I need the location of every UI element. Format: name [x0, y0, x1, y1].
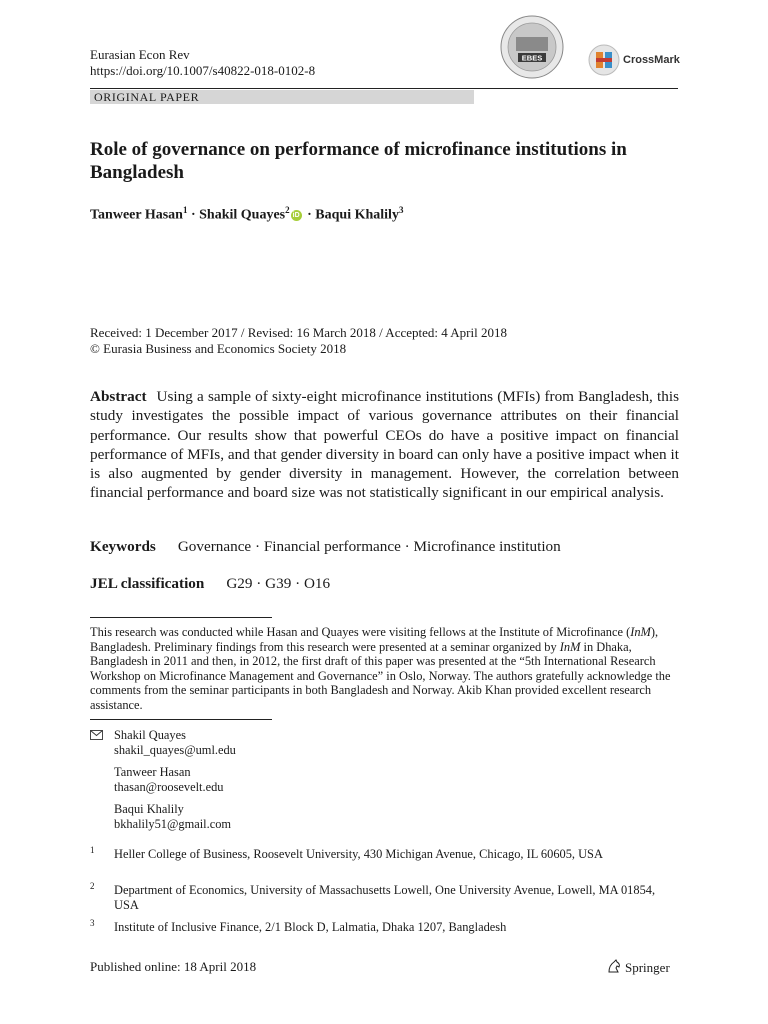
author-name[interactable]: Tanweer Hasan — [90, 207, 183, 223]
keywords-section — [90, 537, 561, 556]
contact-name: Tanweer Hasan — [114, 765, 191, 779]
footnote-text: This research was conducted while Hasan and Quayes were visiting fellows at the Institute of Microfinance ( — [90, 625, 631, 639]
paper-type-label: ORIGINAL PAPER — [94, 90, 200, 104]
article-title: Role of governance on performance of microfinance institutions in Bangladesh — [90, 139, 627, 183]
affiliation-text: Department of Economics, University of Massachusetts Lowell, One University Avenue, Lowell, MA 01854, USA — [114, 883, 656, 912]
journal-name: Eurasian Econ Rev — [90, 47, 190, 62]
contact-email[interactable]: shakil_quayes@uml.edu — [114, 743, 236, 757]
author-name[interactable]: Shakil Quayes — [199, 207, 286, 223]
jel-section — [90, 574, 330, 593]
springer-horse-icon — [606, 958, 622, 974]
copyright-notice: © Eurasia Business and Economics Society 2018 — [90, 341, 347, 356]
acknowledgement-footnote — [90, 625, 680, 713]
contact-email[interactable]: bkhalily51@gmail.com — [114, 817, 232, 831]
keywords-label: Keywords — [90, 538, 156, 555]
keywords-list: Governance · Financial performance · Microfinance institution — [177, 538, 561, 555]
author-affiliation-number: 2 — [285, 205, 290, 215]
ebes-seal-logo — [500, 15, 564, 79]
contact-name: Baqui Khalily — [114, 802, 184, 816]
affiliation-number: 3 — [90, 918, 95, 928]
footnote-inm: InM — [559, 639, 581, 654]
affiliation-number: 2 — [90, 881, 95, 891]
abstract-section — [90, 387, 679, 503]
footnote-text: in Dhaka, Bangladesh in 2011 and then, in 2012, the first draft of this paper was presented at the “5th International Research Workshop on Microfinance Management and Governance” in Oslo, Norway. The authors gratefully acknowledge the comments from the seminar participants in both Bangladesh and Norway. Akib Khan provided excellent research assistance. — [90, 639, 671, 712]
paper-type-banner — [90, 90, 474, 104]
author-affiliation-number: 1 — [182, 205, 188, 215]
jel-label: JEL classification — [90, 575, 205, 592]
affiliation-text: Heller College of Business, Roosevelt University, 430 Michigan Avenue, Chicago, IL 60605, USA — [114, 847, 603, 861]
crossmark-icon[interactable] — [588, 44, 620, 76]
published-date: Published online: 18 April 2018 — [90, 959, 257, 974]
ebes-seal-text: EBES — [521, 53, 543, 63]
publisher-name: Springer — [625, 960, 670, 975]
orcid-icon[interactable]: iD — [292, 211, 300, 219]
abstract-text: Using a sample of sixty-eight microfinance institutions (MFIs) from Bangladesh, this study investigates the possible impact of various governance attributes on their financial performance. Our results show that powerful CEOs do have a positive impact on financial performance of MFIs, and that gender diversity in board can only have a positive impact when it is also augmented by gender diversity in management. However, the correlation between financial performance and board size was not statistically significant in our empirical analysis. — [90, 388, 679, 502]
author-affiliation-number: 3 — [398, 205, 404, 215]
affiliation-text: Institute of Inclusive Finance, 2/1 Block D, Lalmatia, Dhaka 1207, Bangladesh — [114, 920, 507, 934]
contact-email[interactable]: thasan@roosevelt.edu — [114, 780, 224, 794]
contact-name: Shakil Quayes — [114, 728, 186, 742]
footnote-text: ), Bangladesh. Preliminary findings from this research were presented at a seminar organized by — [90, 625, 659, 654]
footnote-divider — [90, 617, 272, 618]
abstract-label: Abstract — [90, 388, 147, 405]
header-rule — [90, 88, 678, 89]
author-list — [90, 205, 403, 224]
doi-link[interactable]: https://doi.org/10.1007/s40822-018-0102-8 — [90, 63, 316, 78]
contact-divider — [90, 719, 272, 720]
crossmark-label[interactable]: CrossMark — [623, 54, 680, 66]
author-name[interactable]: Baqui Khalily — [315, 207, 399, 223]
author-separator: · — [303, 207, 316, 223]
jel-codes: G29 · G39 · O16 — [226, 575, 331, 592]
author-separator: · — [187, 207, 200, 223]
footnote-inm: InM — [630, 625, 651, 639]
affiliation-number: 1 — [90, 845, 95, 855]
article-dates: Received: 1 December 2017 / Revised: 16 March 2018 / Accepted: 4 April 2018 — [90, 325, 507, 340]
envelope-icon — [90, 730, 103, 740]
